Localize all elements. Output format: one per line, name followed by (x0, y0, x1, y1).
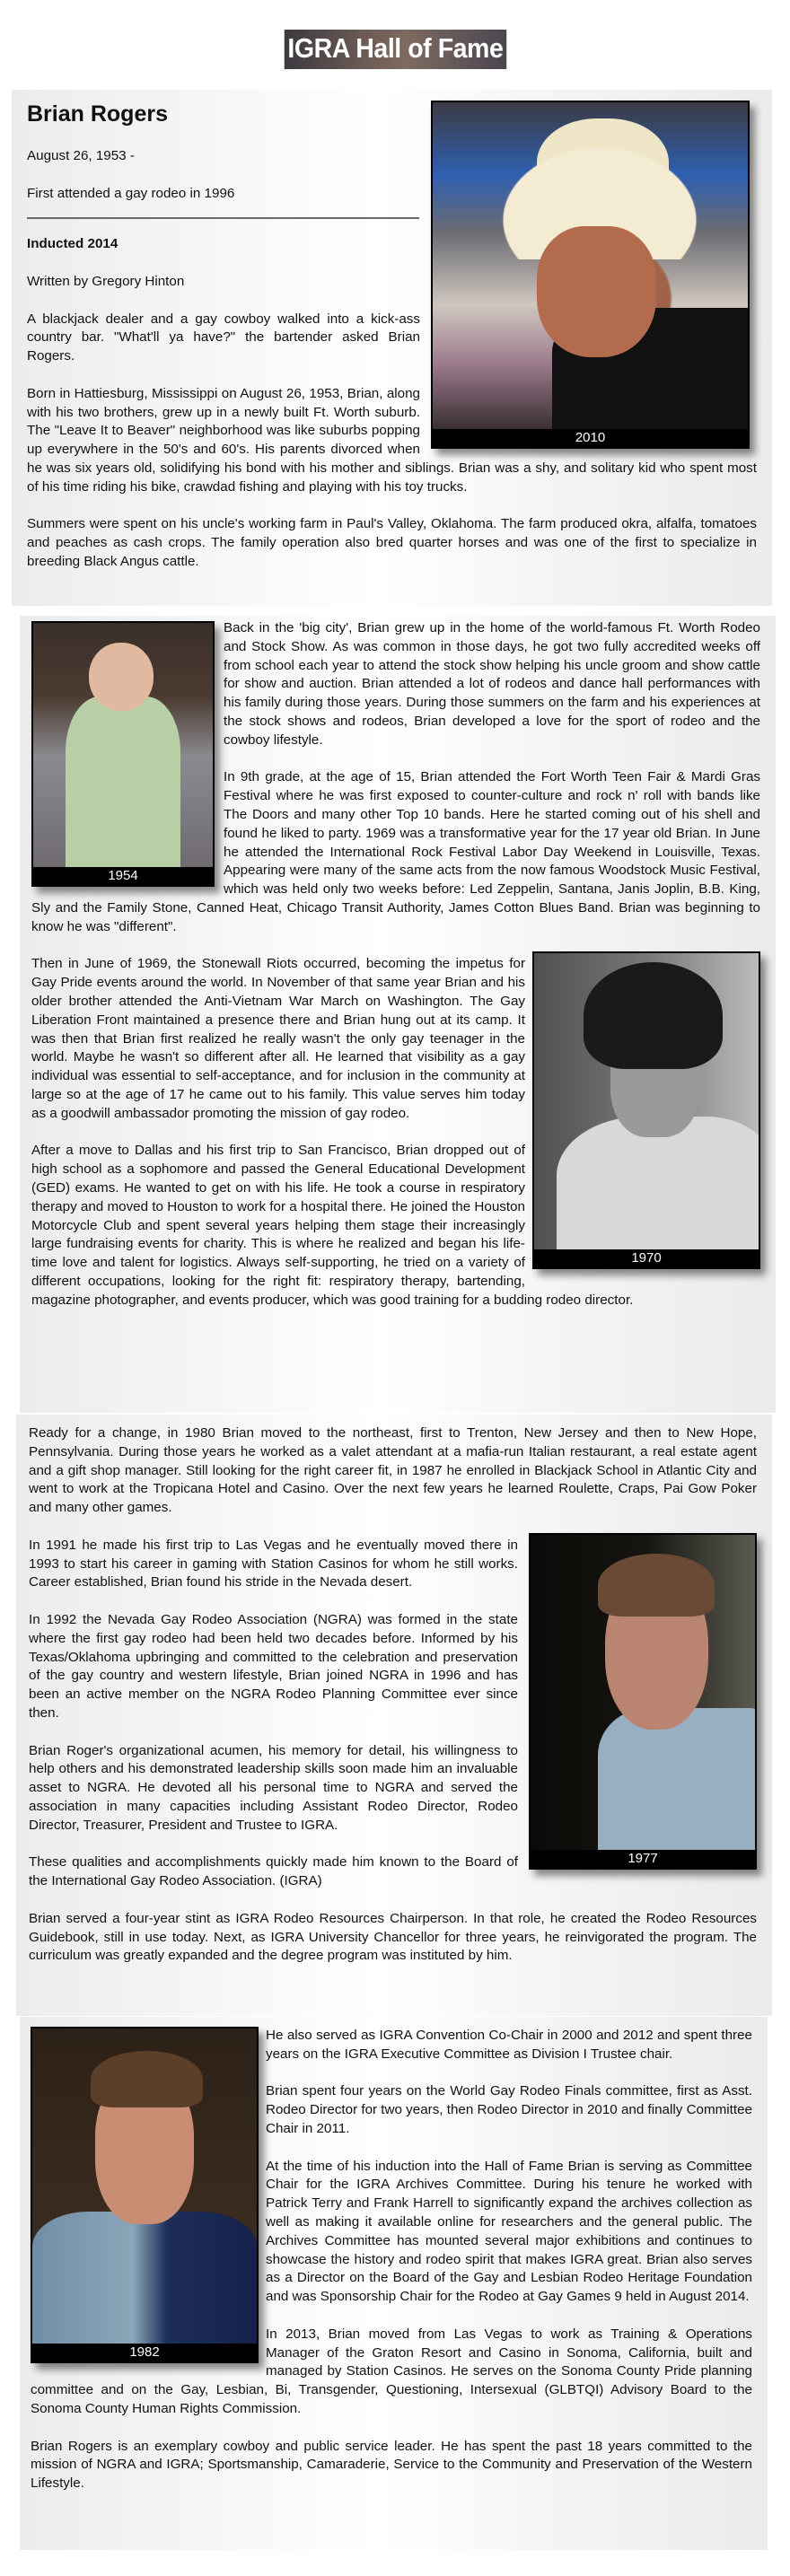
paragraph: Ready for a change, in 1980 Brian moved to the northeast, first to Trenton, New Jersey and then to New Hope, Pennsylvania. During those years he worked as a valet attendant at a mafia-run Italian restaurant, a real estate agent and a gift shop manager. Still looking for the right career fit, in 1987 he enrolled in Blackjack School in Atlantic City and went to work at the Tropicana Hotel and Casino. Over the next few years he learned Roulette, Craps, Pai Gow Poker and many other games. (29, 1425, 757, 1516)
photo-1954-image (33, 623, 213, 867)
photo-1982 (31, 2027, 259, 2363)
paragraph: These qualities and accomplishments quickly made him known to the Board of the International Gay Rodeo Association. (IGRA) (29, 1854, 518, 1889)
photo-1977-image (531, 1535, 755, 1850)
first-rodeo: First attended a gay rodeo in 1996 (27, 185, 235, 201)
birth-date: August 26, 1953 - (27, 148, 135, 163)
paragraph: After a move to Dallas and his first trip to San Francisco, Brian dropped out of high school as a sophomore and passed the General Educational Development (GED) exams. He wanted to get on with his life. He took a course in respiratory therapy and moved to Houston to work for a hospital there. He joined the Houston Motorcycle Club and spent several years helping them stage their increasingly large fundraising events for charity. This is where he realized and began his life-time love and talent for logistics. Always self-supporting, he tried on a variety of different occupations, looking for the right fit: respiratory therapy, bartending, magazine photographer, and events producer, which was good training for a budding rodeo director. (31, 1143, 634, 1308)
photo-2010-caption: 2010 (433, 429, 748, 447)
photo-1954-caption: 1954 (33, 867, 213, 885)
paragraph: In 1992 the Nevada Gay Rodeo Association (NGRA) was formed in the state where the first gay rodeo had been held two decades before. Informed by his Texas/Oklahoma upbringing and committed to the celebration and preservation of the gay country and western lifestyle, Brian joined NGRA in 1996 and has been an active member on the NGRA Rodeo Planning Committee ever since then. (29, 1611, 518, 1721)
hall-of-fame-banner: IGRA Hall of Fame (284, 30, 505, 69)
photo-1970-image (534, 953, 759, 1249)
paragraph: Brian Roger's organizational acumen, his memory for detail, his willingness to help others and his demonstrated leadership skills soon made him an invaluable asset to NGRA. He devoted all his personal time to NGRA and served the association in many capacities including Assistant Rodeo Director, Rodeo Director, Treasurer, President and Trustee to IGRA. (29, 1742, 518, 1833)
paragraph: Brian spent four years on the World Gay Rodeo Finals committee, first as Asst. Rodeo Director for two years, then Rodeo Director in 2010 and finally Committee Chair in 2011. (266, 2083, 752, 2136)
photo-2010-image (433, 102, 748, 429)
paragraph: Back in the 'big city', Brian grew up in the home of the world-famous Ft. Worth Rodeo and Stock Show. As was common in those days, he got two fully accredited weeks off from school each year to attend the stock show helping his uncle groom and show cattle for show and auction. Brian attended a lot of rodeos and dance hall performances with his family during those years. During those summers on the farm and his experiences at the stock shows and rodeos, Brian developed a love for the sport of rodeo and the cowboy lifestyle. (224, 620, 760, 748)
paragraph: Then in June of 1969, the Stonewall Riots occurred, becoming the impetus for Gay Pride events around the world. In November of that same year Brian and his older brother attended the Anti-Vietnam War March on Washington. The Gay Liberation Front maintained a presence there and Brian hung out at its camp. It was then that Brian first realized he really wasn't the only gay teenager in the world. Maybe he wasn't so different after all. He learned that visibility as a gay individual was essential to self-acceptance, and for inclusion in the community at large so at the age of 17 he came out to his family. This value serves him today as a goodwill ambassador promoting the mission of gay rodeo. (31, 956, 525, 1121)
bio-section-1 (12, 90, 772, 606)
divider (27, 217, 419, 219)
photo-1970-caption: 1970 (534, 1249, 759, 1267)
photo-2010 (431, 101, 750, 449)
bio-section-3 (16, 1415, 772, 2016)
paragraph: Brian Rogers is an exemplary cowboy and public service leader. He has spent the past 18 years committed to the mission of NGRA and IGRA; Sportsmanship, Camaraderie, Service to the Community and Preservation of the Western Lifestyle. (31, 2438, 752, 2492)
paragraph: At the time of his induction into the Hall of Fame Brian is serving as Committee Chair for the IGRA Archives Committee. During his tenure he worked with Patrick Terry and Frank Harrell to significantly expand the archives collection as well as making it available online for researchers and the general public. The Archives Committee has mounted several major exhibitions and continues to showcase the history and rodeo spirit that makes IGRA great. Brian also serves as a Director on the Board of the Gay and Lesbian Rodeo Heritage Foundation and was Sponsorship Chair for the Rodeo at Gay Games 9 held in August 2014. (266, 2158, 752, 2305)
bio-section-4 (20, 2017, 768, 2550)
paragraph: Born in Hattiesburg, Mississippi on August 26, 1953, Brian, along with his two brothers, grew up in a newly built Ft. Worth suburb. The "Leave It to Beaver" neighborhood was like suburbs popping up everywhere in the 50's and 60's. His parents divorced when he was six years old, solidifying his bond with his mother and siblings. Brian was a shy, and solitary kid who spent most of his time riding his bike, crawdad fishing and playing with his toy trucks. (27, 385, 757, 495)
inductee-name: Brian Rogers (27, 101, 168, 127)
paragraph: A blackjack dealer and a gay cowboy walked into a kick-ass country bar. "What'll ya have?" the bartender asked Brian Rogers. (27, 311, 420, 364)
photo-1954 (31, 621, 215, 887)
page-header (0, 0, 790, 91)
paragraph: Brian served a four-year stint as IGRA Rodeo Resources Chairperson. In that role, he created the Rodeo Resources Guidebook, still in use today. Next, as IGRA University Chancellor for three years, he reinvigorated the program. The curriculum was greatly expanded and the degree program was instituted by him. (29, 1910, 757, 1964)
photo-1982-image (32, 2028, 257, 2344)
bio-section-2 (20, 616, 776, 1413)
paragraph: In 2013, Brian moved from Las Vegas to work as Training & Operations Manager of the Graton Resort and Casino in Sonoma, California, built and managed by Station Casinos. He serves on the Sonoma County Pride planning committee and on the Gay, Lesbian, Bi, Transgender, Questioning, Intersexual (GLBTQI) Advisory Board to the Sonoma County Human Rights Commission. (31, 2326, 752, 2416)
author-credit: Written by Gregory Hinton (27, 273, 185, 289)
paragraph: In 1991 he made his first trip to Las Vegas and he eventually moved there in 1993 to start his career in gaming with Station Casinos for whom he still works. Career established, Brian found his stride in the Nevada desert. (29, 1537, 518, 1590)
photo-1977 (529, 1533, 757, 1870)
photo-1982-caption: 1982 (32, 2344, 257, 2361)
paragraph: He also served as IGRA Convention Co-Chair in 2000 and 2012 and spent three years on the IGRA Executive Committee as Division I Trustee chair. (266, 2028, 752, 2062)
paragraph: In 9th grade, at the age of 15, Brian attended the Fort Worth Teen Fair & Mardi Gras Festival where he was first exposed to counter-culture and rock n' roll with bands like The Doors and many other Top 10 bands. Here he started coming out of his shell and found he liked to party. 1969 was a transformative year for the 17 year old Brian. In June he attended the International Rock Festival Labor Day Weekend in Louisville, Texas. Appearing were many of the same acts from the now famous Woodstock Music Festival, which was held only two weeks before: Led Zeppelin, Santana, Janis Joplin, B.B. King, Sly and the Family Stone, Canned Heat, Chicago Transit Authority, James Cotton Blues Band. Brian was beginning to know he was "different". (31, 769, 760, 934)
photo-1977-caption: 1977 (531, 1850, 755, 1868)
inducted-year: Inducted 2014 (27, 236, 118, 252)
photo-1970 (532, 951, 760, 1269)
paragraph: Summers were spent on his uncle's working farm in Paul's Valley, Oklahoma. The farm produced okra, alfalfa, tomatoes and peaches as cash crops. The family operation also bred quarter horses and was one of the first to specialize in breeding Black Angus cattle. (27, 516, 757, 569)
